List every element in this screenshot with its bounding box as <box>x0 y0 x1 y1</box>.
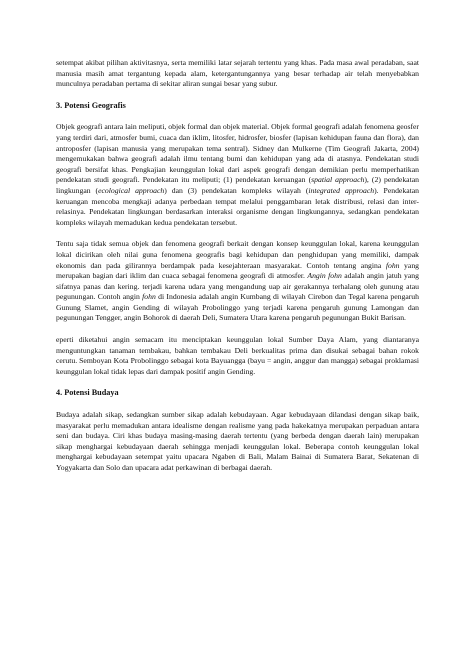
paragraph-culture: Budaya adalah sikap, sedangkan sumber sikap adalah kebudayaan. Agar kebudayaan dilandasi dengan sikap baik, masyarakat perlu memadukan antara idealisme dengan realisme yang pada hakekatnya merupakan perpaduan antara seni dan budaya. Ciri khas budaya masing-masing daerah tertentu (yang berbeda dengan daerah lain) merupakan sikap menghargai kebudayaan daerah sehingga menjadi keunggulan lokal. Beberapa contoh keunggulan lokal menghargai kebudayaan setempat yaitu upacara Ngaben di Bali, Malam Bainai di Sumatera Barat, Sekatenan di Yogyakarta dan Solo dan upacara adat perkawinan di berbagai daerah. <box>56 410 419 472</box>
text-run: ), (2) pendekatan lingkungan ( <box>56 175 419 195</box>
text-run: Tentu saja tidak semua objek dan fenomena geografi berkait dengan konsep keunggulan lokal, karena keunggulan lokal dicirikan oleh nilai guna fenomena geografis bagi kehidupan dan penghidupan yang memiliki, dampak ekonomis dan pada gilirannya berdampak pada kesejahteraan masyarakat. Contoh tentang angina <box>56 239 419 270</box>
text-run: ) dan (3) pendekatan kompleks wilayah ( <box>164 185 309 195</box>
text-run: di Indonesia adalah angin Kumbang di wilayah Cirebon dan Tegal karena pengaruh Gunung Slamet, angin Gending di wilayah Probolinggo yang terjadi karena pengaruh gunung Lamongan dan pegunungan Tengger, angin Bohorok di daerah Deli, Sumatera Utara karena pengaruh pegunungan Bukit Barisan. <box>56 292 419 323</box>
text-run: ). Pendekatan keruangan mencoba mengkaji adanya perbedaan tempat melalui penggambaran letak distribusi, relasi dan inter-relasinya. Pendekatan lingkungan berdasarkan interaksi organisme dengan lingkungannya, sedangkan pendekatan kompleks wilayah memadukan kedua pendekatan tersebut. <box>56 185 419 227</box>
paragraph-local-advantage: eperti diketahui angin semacam itu menciptakan keunggulan lokal Sumber Daya Alam, yang diantaranya menguntungkan tanaman tembakau, bahkan tembakau Deli berkualitas prima dan disukai sebagai bahan rokok cerutu. Semboyan Kota Probolinggo sebagai kota Bayuangga (bayu = angin, anggur dan mangga) sebagai proklamasi keunggulan lokal tidak lepas dari dampak positif angin Gending. <box>56 335 419 376</box>
italic-term: spatial approach <box>311 175 365 185</box>
italic-term: integrated approach <box>308 185 375 195</box>
text-run: Objek geografi antara lain meliputi, objek formal dan objek material. Objek formal geografi adalah fenomena geosfer yang terdiri dari, atmosfer bumi, cuaca dan iklim, litosfer, hidrosfer, biosfer (lapisan kehidupan fauna dan flora), dan antroposfer (lapisan manusia yang merupakan tema sentral). Sidney dan Mulkerne (Tim Geografi Jakarta, 2004) mengemukakan bahwa geografi adalah ilmu tentang bumi dan kehidupan yang ada di atasnya. Pendekatan studi geografi bersifat khas. Pengkajian keunggulan lokal dari aspek geografi dengan demikian perlu memperhatikan pendekatan studi geografi. Pendekatan itu meliputi; (1) pendekatan keruangan ( <box>56 122 419 185</box>
section-heading-geographic-potential: 3. Potensi Geografis <box>56 100 126 110</box>
italic-term: fohn <box>142 292 156 302</box>
paragraph-fohn-wind <box>56 239 419 324</box>
text-run: adalah angin jatuh yang sifatnya panas dan kering. terjadi karena udara yang mengandung uap air gerakannya terhalang oleh gunung atau pegunungan. Contoh angin <box>56 271 419 302</box>
italic-term: fohn <box>385 260 400 270</box>
document-body <box>56 58 419 474</box>
section-heading-cultural-potential: 4. Potensi Budaya <box>56 388 119 398</box>
italic-term: Angin fohn <box>307 271 342 281</box>
text-run: yang merupakan bagian dari iklim dan cuaca sebagai fenomena geografi di atmosfer. <box>56 260 420 281</box>
paragraph-geography-objects <box>56 122 419 228</box>
paragraph-civilization: setempat akibat pilihan aktivitasnya, serta memiliki latar sejarah tertentu yang khas. Pada masa awal peradaban, saat manusia masih amat tergantung kepada alam, ketergantungannya yang besar terhadap air telah menyebabkan munculnya peradaban pertama di sekitar aliran sungai besar yang subur. <box>56 58 419 89</box>
italic-term: ecological approach <box>98 185 165 195</box>
